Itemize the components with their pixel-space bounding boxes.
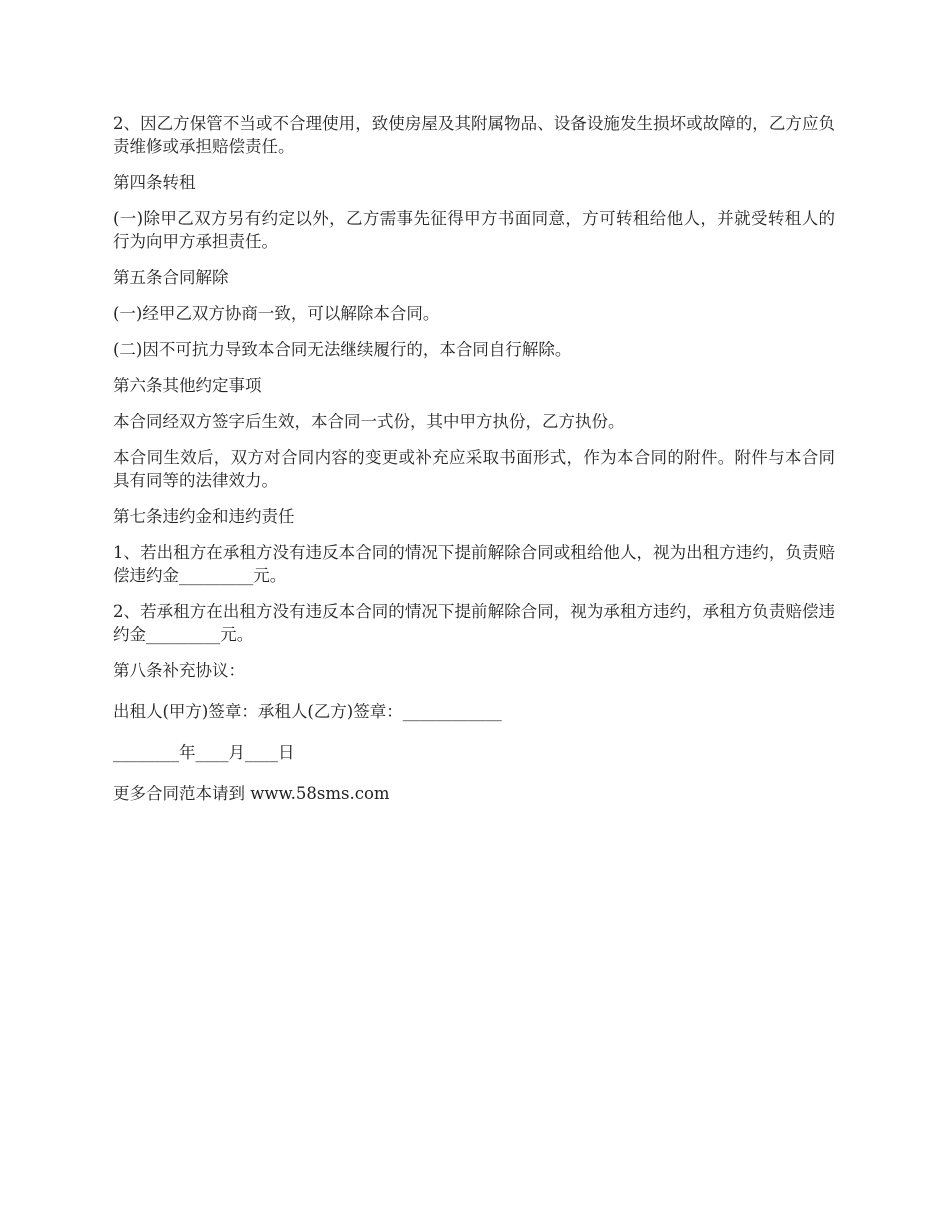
document-page [113, 112, 835, 818]
clause-paragraph: 2、若承租方在出租方没有违反本合同的情况下提前解除合同，视为承租方违约，承租方负责赔偿违约金_________元。 [113, 602, 835, 644]
clause-paragraph: 本合同生效后，双方对合同内容的变更或补充应采取书面形式，作为本合同的附件。附件与本合同具有同等的法律效力。 [113, 448, 835, 490]
signature-line: 出租人(甲方)签章：承租人(乙方)签章：____________ [113, 702, 502, 721]
footer-link-text: 更多合同范本请到 www.58sms.com [113, 784, 390, 803]
clause-paragraph: 本合同经双方签字后生效，本合同一式份，其中甲方执份，乙方执份。 [113, 412, 625, 431]
clause-paragraph: (一)除甲乙双方另有约定以外，乙方需事先征得甲方书面同意，方可转租给他人，并就受转租人的行为向甲方承担责任。 [113, 209, 835, 251]
clause-paragraph: 1、若出租方在承租方没有违反本合同的情况下提前解除合同或租给他人，视为出租方违约，负责赔偿违约金_________元。 [113, 543, 835, 585]
clause-paragraph: (二)因不可抗力导致本合同无法继续履行的，本合同自行解除。 [113, 340, 572, 359]
section-heading-penalty: 第七条违约金和违约责任 [113, 507, 295, 526]
section-heading-termination: 第五条合同解除 [113, 268, 229, 287]
section-heading-sublease: 第四条转租 [113, 173, 196, 192]
clause-paragraph: 2、因乙方保管不当或不合理使用，致使房屋及其附属物品、设备设施发生损坏或故障的，乙方应负责维修或承担赔偿责任。 [113, 114, 835, 156]
date-line: ________年____月____日 [113, 743, 295, 762]
clause-paragraph: (一)经甲乙双方协商一致，可以解除本合同。 [113, 304, 440, 323]
section-heading-supplement: 第八条补充协议： [113, 661, 245, 680]
section-heading-other-matters: 第六条其他约定事项 [113, 376, 262, 395]
